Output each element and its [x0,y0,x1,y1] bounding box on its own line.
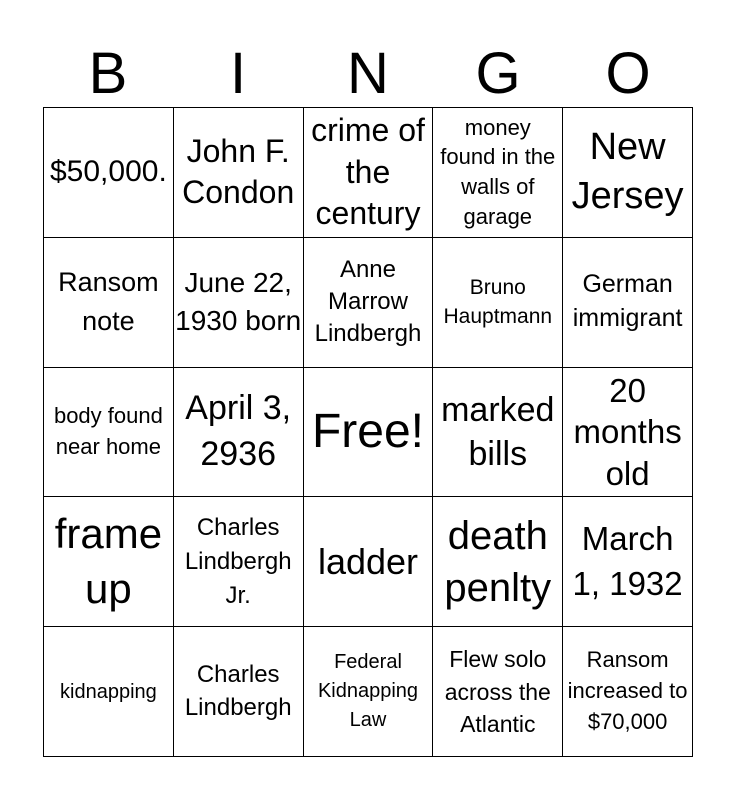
cell-text: frame up [54,510,163,612]
cell-text: Charles Lindbergh Jr. [184,514,292,609]
bingo-cell[interactable] [174,368,304,498]
bingo-cell[interactable] [433,627,563,757]
cell-text: Ransom note [58,267,159,337]
bingo-cell[interactable] [304,238,434,368]
cell-text: June 22, 1930 born [175,267,302,337]
bingo-cell[interactable] [563,627,693,757]
bingo-cell[interactable] [433,238,563,368]
cell-text: death penlty [444,513,552,610]
cell-text: German immigrant [572,270,683,333]
cell-text: ladder [317,541,419,583]
cell-text: Federal Kidnapping Law [317,651,419,732]
cell-text: Flew solo across the Atlantic [444,646,551,737]
bingo-cell[interactable] [304,368,434,498]
bingo-cell[interactable] [44,108,174,238]
bingo-cell[interactable] [304,497,434,627]
bingo-cell[interactable] [563,368,693,498]
header-letter-n: N [347,41,389,106]
bingo-cell[interactable] [304,627,434,757]
bingo-header [43,40,693,108]
cell-text: money found in the walls of garage [440,114,556,230]
cell-text: kidnapping [60,680,157,703]
header-letter-i: I [229,41,247,106]
free-space: Free! [311,405,424,459]
bingo-cell[interactable] [174,627,304,757]
header-letter-b: B [88,41,128,106]
cell-text: John F. Condon [182,132,295,211]
header-letter-o: O [605,41,651,106]
cell-text: March 1, 1932 [572,520,683,602]
bingo-cell[interactable] [44,627,174,757]
bingo-cell[interactable] [563,497,693,627]
bingo-cell[interactable] [433,108,563,238]
cell-text: marked bills [441,390,555,473]
cell-text: New Jersey [571,126,684,218]
cell-text: April 3, 2936 [185,389,292,473]
bingo-cell[interactable] [44,497,174,627]
cell-text: body found near home [53,403,163,459]
cell-text: $50,000. [50,155,167,189]
cell-text: Bruno Hauptmann [443,275,553,329]
bingo-cell[interactable] [44,238,174,368]
bingo-board [43,107,693,757]
cell-text: Charles Lindbergh [184,661,292,721]
bingo-cell[interactable] [174,108,304,238]
bingo-cell[interactable] [563,238,693,368]
cell-text: crime of the century [311,112,425,232]
cell-text: Ransom increased to $70,000 [567,647,688,734]
bingo-cell[interactable] [174,238,304,368]
bingo-cell[interactable] [44,368,174,498]
bingo-cell[interactable] [174,497,304,627]
header-letter-g: G [475,41,521,106]
cell-text: 20 months old [573,372,682,492]
bingo-cell[interactable] [304,108,434,238]
bingo-cell[interactable] [433,497,563,627]
bingo-cell[interactable] [563,108,693,238]
bingo-cell[interactable] [433,368,563,498]
cell-text: Anne Marrow Lindbergh [314,255,422,348]
